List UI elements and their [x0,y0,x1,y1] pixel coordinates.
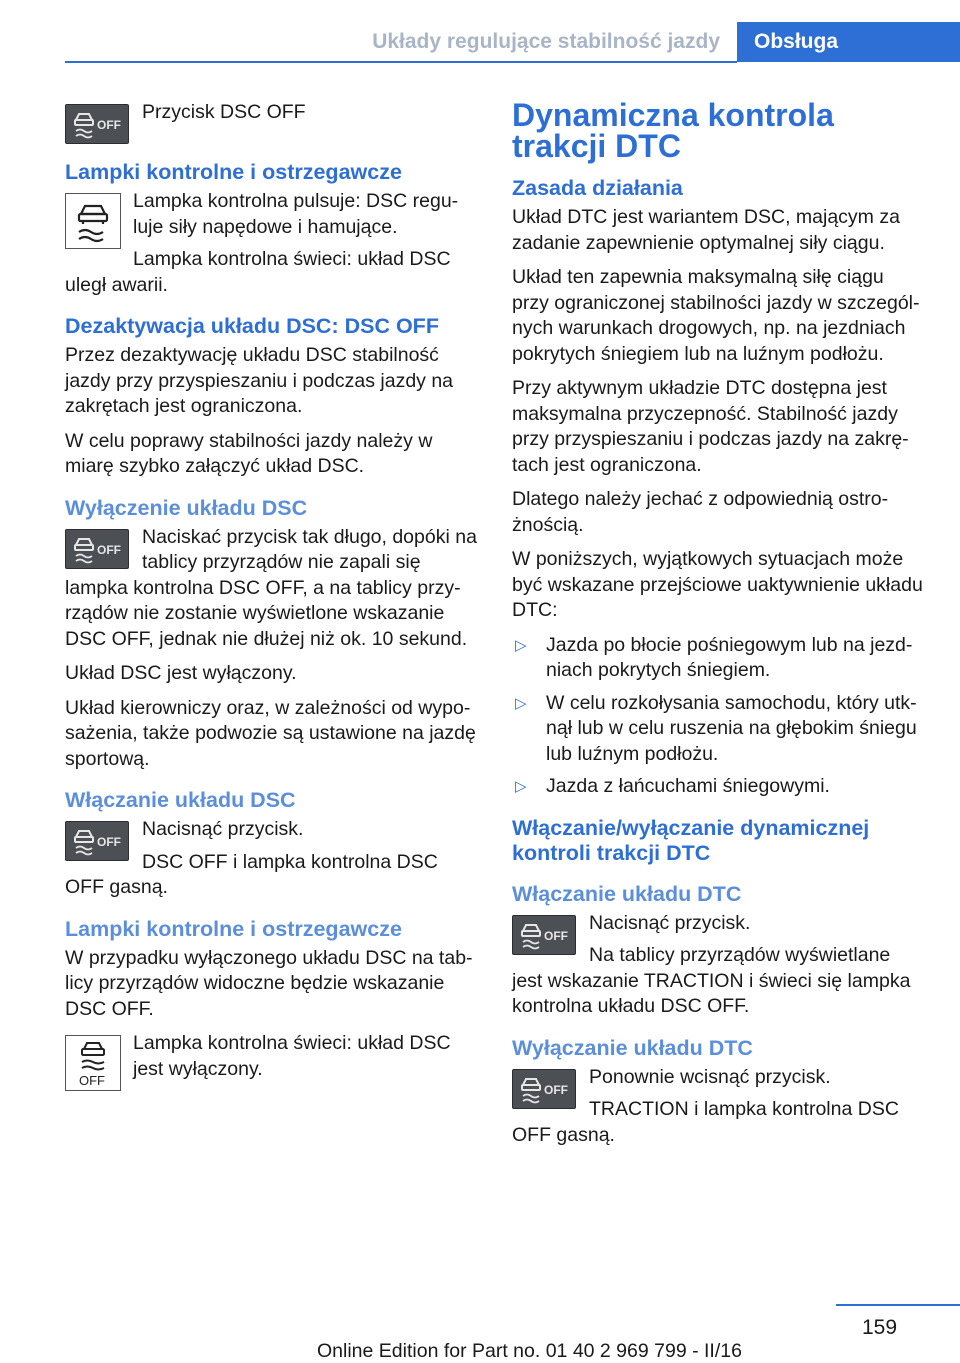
heading-wlaczanie: Włączanie układu DSC [65,788,296,812]
wl-p2b: OFF gasną. [65,876,168,898]
wl-p1: Nacisnąć przycisk. [142,818,304,840]
wlaczanie-block [65,817,480,875]
wyl-dtc-p2a: TRACTION i lampka kontrolna DSC [589,1098,899,1120]
dsc-off-button-icon [65,104,129,144]
svg-text:OFF: OFF [544,1082,568,1097]
heading-wl-dtc: Włączanie układu DTC [512,881,742,906]
dsc-off-lamp-icon [65,1035,121,1091]
dsc-off-button-icon [512,1069,576,1109]
bullet-triangle-icon: ▷ [515,694,527,712]
footer-edition: Online Edition for Part no. 01 40 2 969 799 - II/16 [317,1340,742,1362]
heading-zasada: Zasada działania [512,176,683,200]
lampki-1-p2a: Lampka kontrolna świeci: układ DSC [133,248,451,270]
heading-wyl-dtc: Wyłączanie układu DTC [512,1035,753,1060]
header-rule [65,61,737,63]
dsc-warning-lamp-icon [65,193,121,249]
heading-dtc: Dynamiczna kontrola trakcji DTC [512,97,834,164]
wl-p2a: DSC OFF i lampka kontrolna DSC [142,850,438,873]
list-item: ▷ Jazda z łańcuchami śniegowymi. [512,774,926,800]
right-column [512,97,926,1157]
heading-lampki-1: Lampki kontrolne i ostrzegawcze [65,160,402,184]
lampki-2-block [65,1031,480,1091]
svg-text:OFF: OFF [97,542,121,557]
zas-p5: W poniższych, wyjątkowych sytuacjach może być wskazane przejściowe uaktywnienie układu DTC: [512,548,923,621]
svg-text:OFF: OFF [544,928,568,943]
footer-rule [836,1304,960,1306]
wyl-p1a: Naciskać przycisk tak długo, dopóki na tablicy przyrządów nie zapali się [142,525,477,573]
lampki-2-p1: W przypadku wyłączonego układu DSC na tab‐licy przyrządów widoczne będzie wskazanie DSC OFF. [65,946,473,1020]
dez-p1: Przez dezaktywację układu DSC stabilność jazdy przy przyspieszaniu i podczas jazdy na zakrętach jest ograniczona. [65,344,454,417]
header-tab-label: Obsługa [754,30,839,53]
dez-p2: W celu poprawy stabilności jazdy należy w miarę szybko załączyć układ DSC. [65,429,433,477]
wyl-dtc-p1: Ponownie wcisnąć przycisk. [589,1065,831,1088]
bullet-triangle-icon: ▷ [515,778,527,795]
dsc-off-button-icon [512,915,576,955]
heading-wlwyl-dtc: Włączanie/wyłączanie dynamicznej kontroli trakcji DTC [512,815,870,865]
bullet-triangle-icon: ▷ [515,636,527,654]
wyl-dtc-block [512,1065,926,1123]
heading-wylaczenie: Wyłączenie układu DSC [65,495,308,520]
wyl-dtc-p2b: OFF gasną. [512,1123,615,1146]
dsc-button-block [65,100,480,144]
zas-p3: Przy aktywnym układzie DTC dostępna jest maksymalna przyczepność. Stabilność jazdy przy przyspieszaniu i podczas jazdy na zakrę‐tach jest ograniczona. [512,377,909,476]
lampki-1-p2b: uległ awarii. [65,273,168,296]
left-column [65,100,480,1093]
heading-lampki-2: Lampki kontrolne i ostrzegawcze [65,916,402,941]
wl-dtc-block [512,911,926,969]
zas-p1: Układ DTC jest wariantem DSC, mającym za zadanie zapewnienie optymalnej siły ciągu. [512,206,900,254]
zas-p4: Dlatego należy jechać z odpowiednią ostro‐żnością. [512,488,889,536]
page-header [0,0,960,62]
header-title: Układy regulujące stabilność jazdy [372,30,720,53]
wyl-p2: Układ DSC jest wyłączony. [65,662,297,684]
svg-text:OFF: OFF [97,118,121,132]
wyl-p1b: lampka kontrolna DSC OFF, a na tablicy przy‐rządów nie zostanie wyświetlone wskazanie DSC OFF, jednak nie dłużej niż ok. 10 sekund. [65,576,468,650]
list-item: ▷ Jazda po błocie pośniegowym lub na jezd‐niach pokrytych śniegiem. [515,633,913,681]
list-item: ▷ W celu rozkołysania samochodu, który utk‐nął lub w celu ruszenia na głębokim śniegu lub luźnym podłożu. [515,691,917,765]
wl-dtc-p2a: Na tablicy przyrządów wyświetlane [589,944,891,966]
wylaczenie-block [65,525,480,576]
dsc-button-label: Przycisk DSC OFF [142,101,306,123]
lampki-1-p1: Lampka kontrolna pulsuje: DSC regu‐luje siły napędowe i hamujące. [133,190,459,238]
zas-p2: Układ ten zapewnia maksymalną siłę ciągu przy ograniczonej stabilności jazdy w szczegól‐nych warunkach drogowych, np. na jezdniach pokrytych śniegiem lub na luźnym podłożu. [512,266,920,365]
lampki-1-block [65,189,480,273]
wl-dtc-p1: Nacisnąć przycisk. [589,911,751,934]
heading-dezaktywacja: Dezaktywacja układu DSC: DSC OFF [65,314,439,338]
wl-dtc-p2b: jest wskazanie TRACTION i świeci się lampka kontrolna układu DSC OFF. [512,969,911,1017]
dsc-off-button-icon [65,821,129,861]
situations-list [512,633,926,800]
page-number: 159 [862,1316,898,1339]
dsc-off-button-icon [65,529,129,569]
lampki-2-p2: Lampka kontrolna świeci: układ DSC jest wyłączony. [133,1032,451,1080]
wyl-p3: Układ kierowniczy oraz, w zależności od wypo‐sażenia, także podwozie są ustawione na jazdę sportową. [65,696,476,770]
svg-text:OFF: OFF [97,835,121,849]
header-tab [737,22,960,62]
svg-text:OFF: OFF [79,1073,105,1088]
